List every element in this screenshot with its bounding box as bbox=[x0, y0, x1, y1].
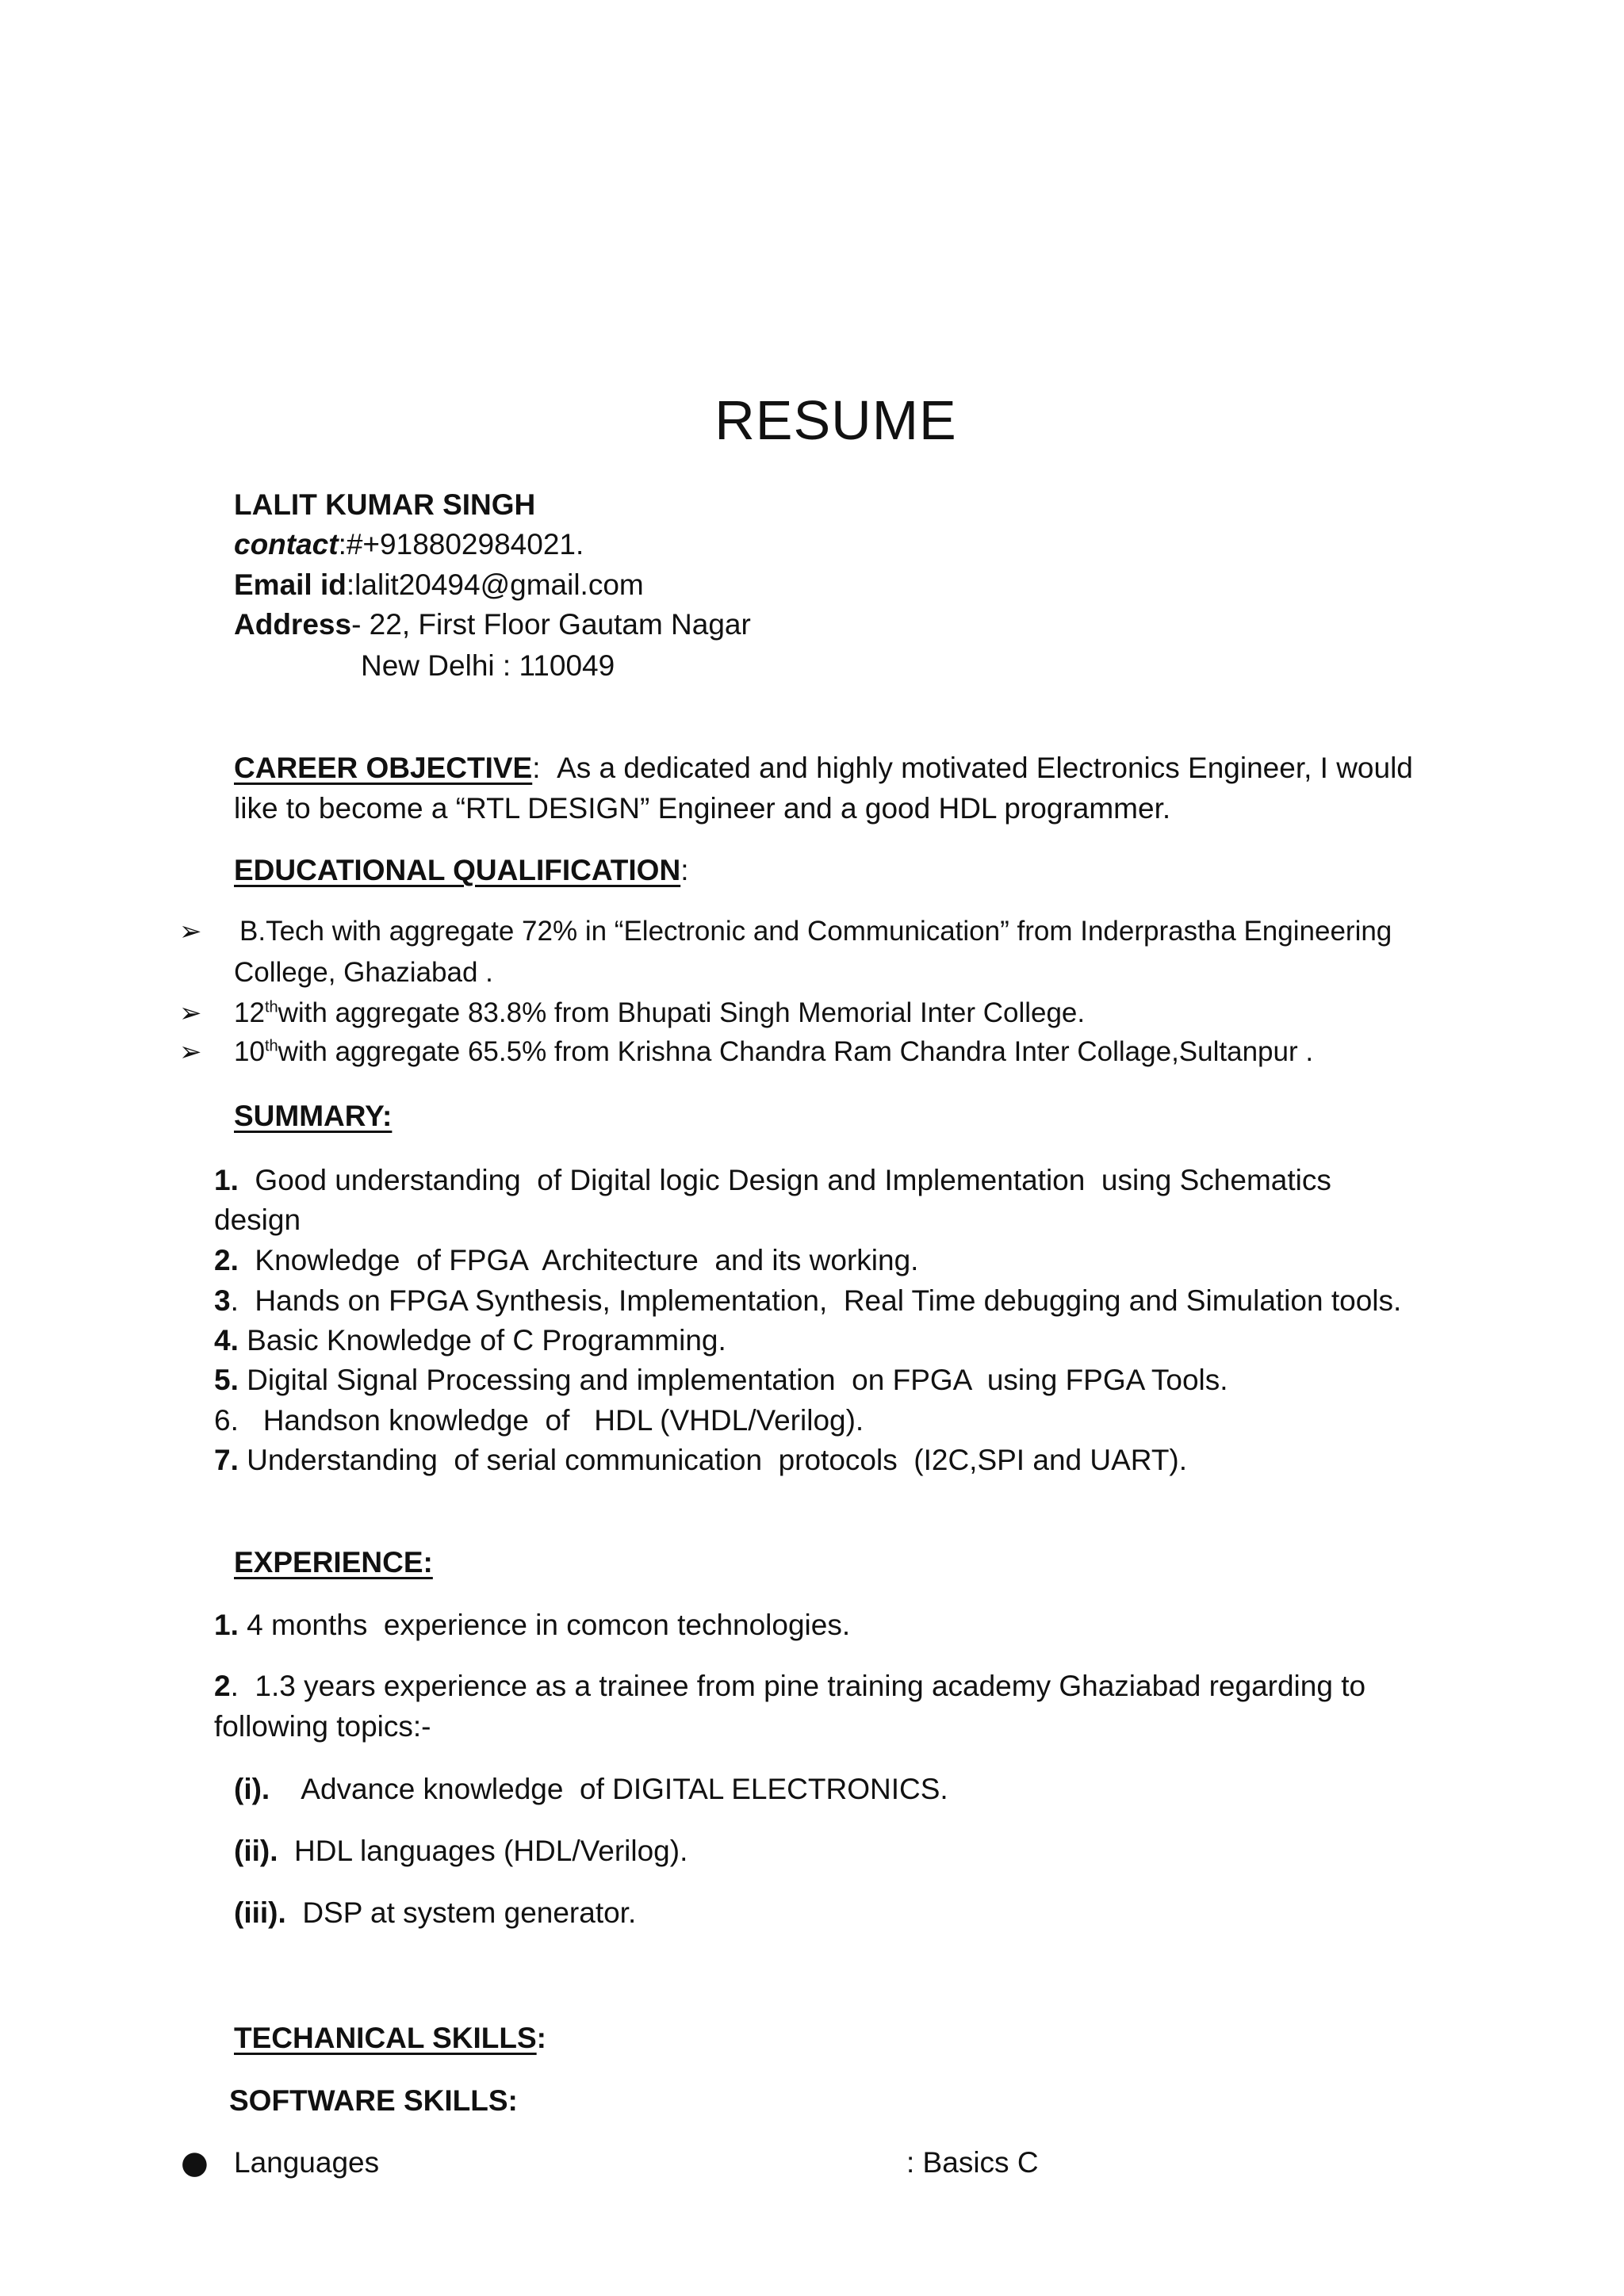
education-item-3-text: with aggregate 65.5% from Krishna Chandra Ram Chandra Inter Collage,Sultanpur . bbox=[278, 1036, 1314, 1067]
address-line-2: New Delhi : 110049 bbox=[361, 649, 615, 682]
email-value: :lalit20494@gmail.com bbox=[346, 568, 644, 601]
summary-item-3-number: 3 bbox=[214, 1284, 231, 1317]
experience-topic-3 bbox=[234, 1893, 636, 1933]
email-line bbox=[234, 565, 644, 605]
candidate-name: LALIT KUMAR SINGH bbox=[234, 488, 536, 521]
summary-item-1-continued: design bbox=[214, 1203, 301, 1236]
education-item-3-number: 10 bbox=[234, 1036, 265, 1067]
education-item-2-text: with aggregate 83.8% from Bhupati Singh Memorial Inter College. bbox=[278, 997, 1086, 1028]
arrow-bullet-icon: ➢ bbox=[179, 916, 202, 947]
education-item-1-line-2: College, Ghaziabad . bbox=[234, 957, 493, 988]
round-bullet-icon: ● bbox=[181, 2145, 209, 2181]
experience-item-1-text: 4 months experience in comcon technologies. bbox=[238, 1609, 851, 1641]
summary-item-1-number: 1. bbox=[214, 1164, 239, 1196]
summary-item-5-text: Digital Signal Processing and implementation on FPGA using FPGA Tools. bbox=[238, 1364, 1228, 1396]
experience-topic-1 bbox=[234, 1770, 948, 1809]
education-heading-colon: : bbox=[680, 854, 689, 886]
address-label: Address bbox=[234, 608, 352, 641]
summary-item-4-text: Basic Knowledge of C Programming. bbox=[238, 1324, 726, 1357]
experience-item-2-continued: following topics:- bbox=[214, 1710, 431, 1743]
contact-line bbox=[234, 525, 584, 564]
experience-topic-2-text: HDL languages (HDL/Verilog). bbox=[278, 1835, 688, 1867]
address-line bbox=[234, 605, 751, 645]
education-item-2 bbox=[234, 993, 1085, 1033]
experience-topic-1-number: (i). bbox=[234, 1773, 270, 1805]
career-objective-text-2: like to become a “RTL DESIGN” Engineer and a good HDL programmer. bbox=[234, 792, 1171, 825]
summary-item-6 bbox=[214, 1401, 864, 1441]
summary-item-7-number: 7. bbox=[214, 1444, 239, 1476]
address-line-1: - 22, First Floor Gautam Nagar bbox=[351, 608, 751, 641]
summary-item-6-text: Handson knowledge of HDL (VHDL/Verilog). bbox=[238, 1404, 864, 1437]
summary-item-1 bbox=[214, 1161, 1331, 1200]
experience-topic-3-number: (iii). bbox=[234, 1896, 286, 1929]
experience-item-1-number: 1. bbox=[214, 1609, 239, 1641]
contact-value: :#+918802984021. bbox=[338, 528, 584, 561]
education-item-2-superscript: th bbox=[264, 998, 278, 1016]
education-item-3-superscript: th bbox=[264, 1037, 278, 1055]
software-skills-heading: SOFTWARE SKILLS: bbox=[229, 2084, 518, 2117]
arrow-bullet-icon: ➢ bbox=[179, 1036, 202, 1068]
summary-item-6-number: 6. bbox=[214, 1404, 239, 1437]
education-item-2-number: 12 bbox=[234, 997, 265, 1028]
experience-topic-2-number: (ii). bbox=[234, 1835, 278, 1867]
summary-item-3-text: . Hands on FPGA Synthesis, Implementation, Real Time debugging and Simulation tools. bbox=[230, 1284, 1402, 1317]
summary-item-2-number: 2. bbox=[214, 1244, 239, 1276]
experience-topic-1-text: Advance knowledge of DIGITAL ELECTRONICS. bbox=[270, 1773, 948, 1805]
education-heading: EDUCATIONAL QUALIFICATION bbox=[234, 854, 681, 886]
experience-heading: EXPERIENCE: bbox=[234, 1546, 433, 1578]
summary-item-3 bbox=[214, 1281, 1401, 1321]
career-objective-heading: CAREER OBJECTIVE bbox=[234, 752, 533, 784]
career-objective-line-1 bbox=[234, 748, 1413, 788]
technical-skills-heading: TECHANICAL SKILLS bbox=[234, 2022, 537, 2054]
summary-item-2 bbox=[214, 1241, 918, 1280]
experience-topic-2 bbox=[234, 1831, 688, 1871]
page-title: RESUME bbox=[714, 389, 957, 451]
summary-item-7 bbox=[214, 1441, 1187, 1480]
summary-item-7-text: Understanding of serial communication protocols (I2C,SPI and UART). bbox=[238, 1444, 1188, 1476]
experience-item-2-number: 2 bbox=[214, 1670, 231, 1702]
summary-item-2-text: Knowledge of FPGA Architecture and its working. bbox=[238, 1244, 919, 1276]
summary-item-5 bbox=[214, 1360, 1228, 1400]
arrow-bullet-icon: ➢ bbox=[179, 997, 202, 1029]
email-label: Email id bbox=[234, 568, 347, 601]
summary-item-4 bbox=[214, 1321, 726, 1360]
experience-item-1 bbox=[214, 1605, 850, 1645]
education-heading-line bbox=[234, 851, 688, 890]
education-item-3 bbox=[234, 1032, 1313, 1072]
career-objective-colon: : bbox=[532, 752, 541, 784]
contact-label: contact bbox=[234, 528, 339, 561]
summary-item-4-number: 4. bbox=[214, 1324, 239, 1357]
summary-heading: SUMMARY: bbox=[234, 1100, 393, 1132]
experience-topic-3-text: DSP at system generator. bbox=[285, 1896, 637, 1929]
technical-skills-colon: : bbox=[536, 2022, 546, 2054]
summary-item-5-number: 5. bbox=[214, 1364, 239, 1396]
skill-row-label: Languages bbox=[234, 2146, 380, 2179]
skill-row-value: : Basics C bbox=[906, 2146, 1039, 2179]
education-item-1-line-1: B.Tech with aggregate 72% in “Electronic and Communication” from Inderprastha Engineering bbox=[239, 916, 1392, 947]
experience-item-2 bbox=[214, 1667, 1365, 1706]
summary-item-1-text: Good understanding of Digital logic Design and Implementation using Schematics bbox=[238, 1164, 1331, 1196]
career-objective-text-1: As a dedicated and highly motivated Electronics Engineer, I would bbox=[557, 752, 1413, 784]
experience-item-2-text: . 1.3 years experience as a trainee from pine training academy Ghaziabad regarding to bbox=[230, 1670, 1366, 1702]
technical-skills-line bbox=[234, 2019, 546, 2058]
